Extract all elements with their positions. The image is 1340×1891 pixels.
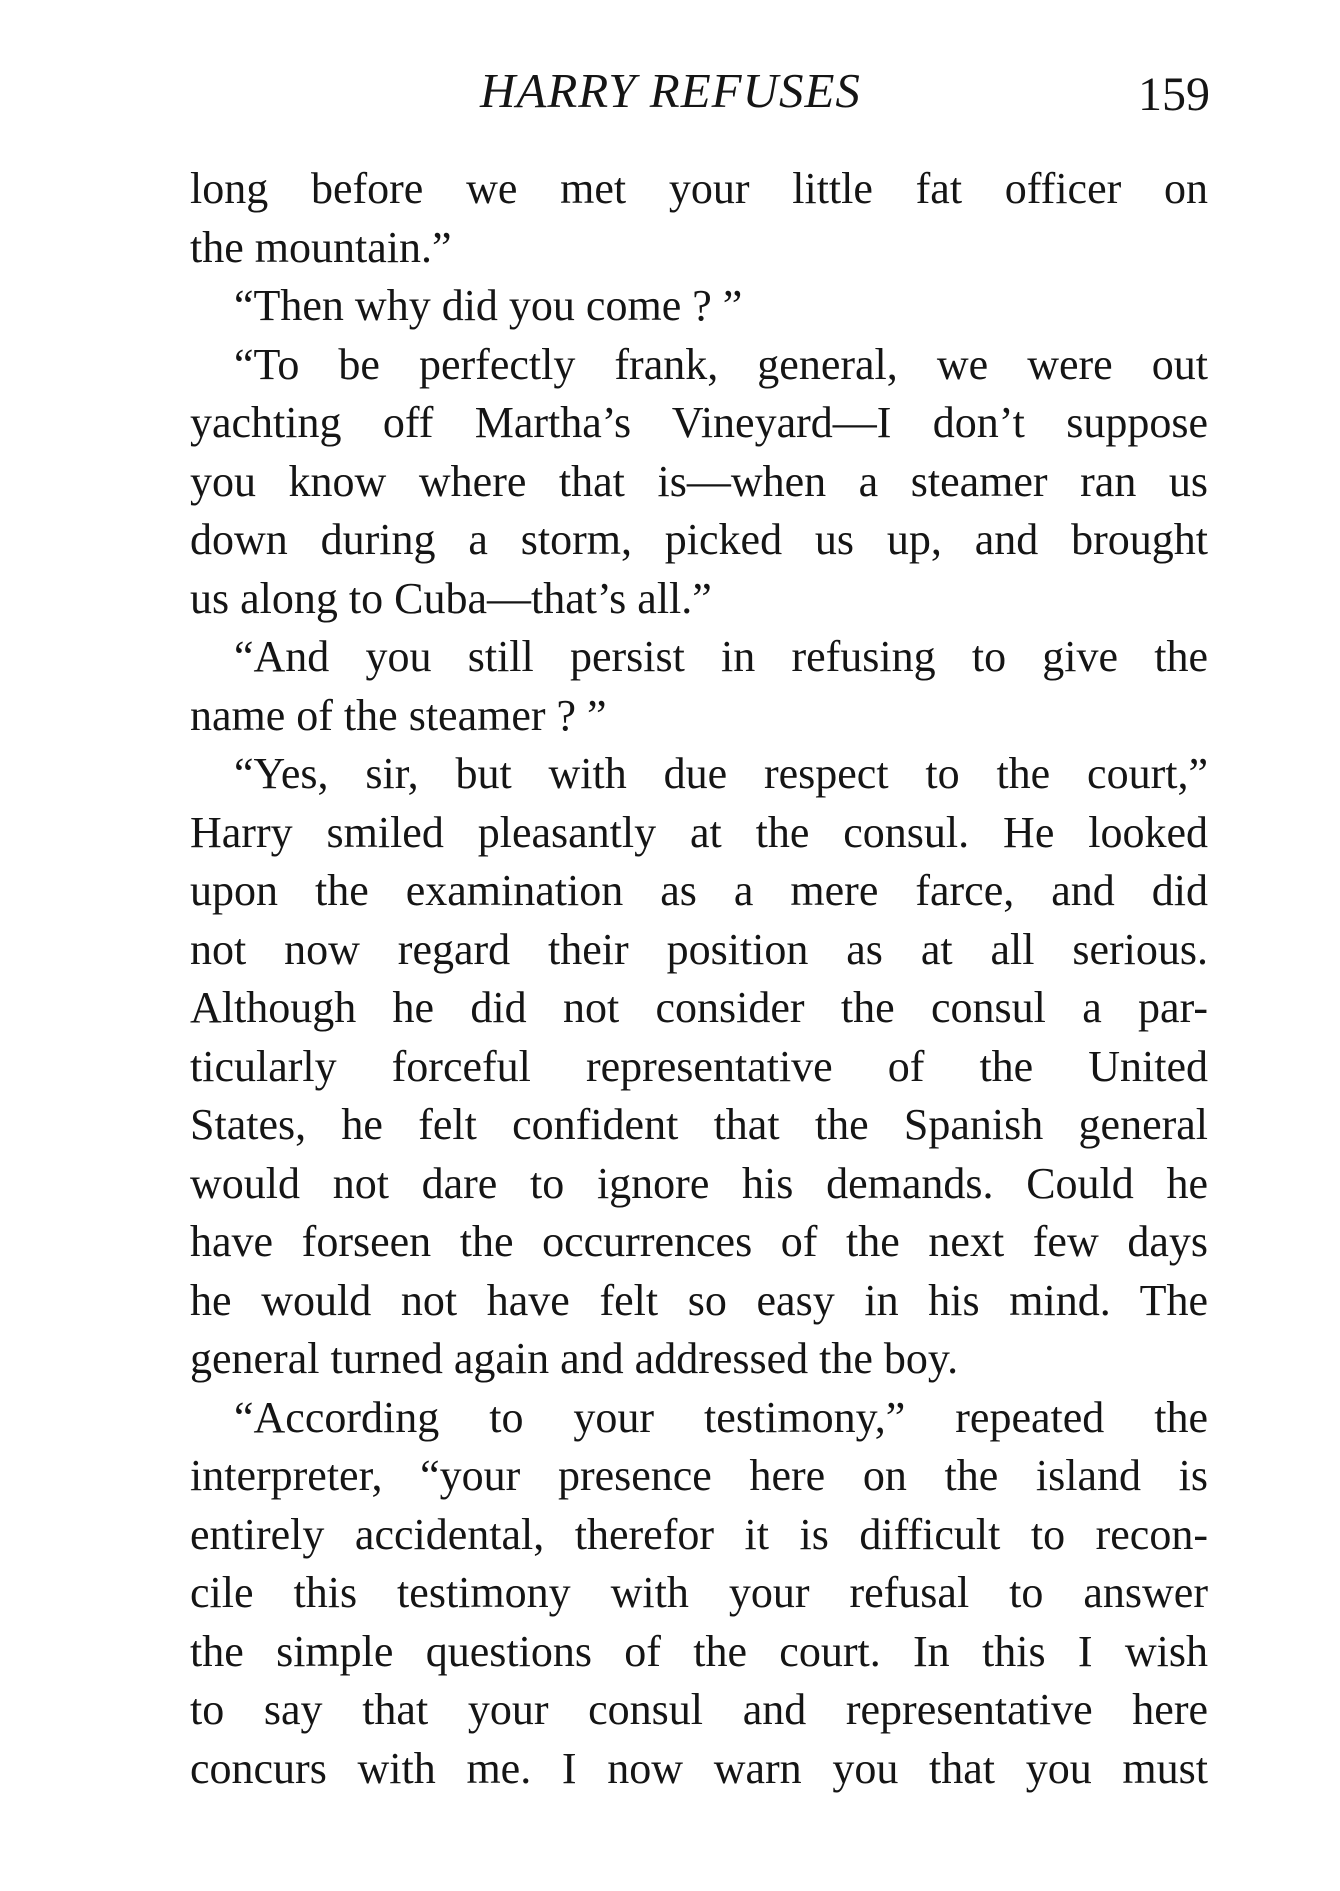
- text-line: “Then why did you come ? ”: [234, 281, 743, 330]
- text-line: Harry smiled pleasantly at the consul. He looked: [190, 807, 1208, 857]
- text-line: upon the examination as a mere farce, and did: [190, 866, 1208, 915]
- text-line: interpreter, “your presence here on the island is: [190, 1451, 1208, 1500]
- text-line: down during a storm, picked us up, and brought: [190, 515, 1208, 564]
- running-title: HARRY REFUSES: [480, 63, 861, 118]
- text-line: concurs with me. I now warn you that you must: [190, 1743, 1208, 1793]
- body-text: [190, 160, 1208, 1798]
- text-line: yachting off Martha’s Vineyard—I don’t suppose: [190, 398, 1208, 447]
- text-line: “Yes, sir, but with due respect to the court,”: [234, 749, 1208, 798]
- text-line: you know where that is—when a steamer ran us: [190, 456, 1208, 506]
- text-line: the mountain.”: [190, 222, 452, 272]
- text-line: us along to Cuba—that’s all.”: [190, 573, 712, 623]
- text-line: not now regard their position as at all serious.: [190, 924, 1208, 974]
- text-line: he would not have felt so easy in his mind. The: [190, 1275, 1208, 1325]
- text-line: cile this testimony with your refusal to answer: [190, 1568, 1208, 1617]
- text-line: name of the steamer ? ”: [190, 690, 607, 740]
- text-line: have forseen the occurrences of the next few days: [190, 1217, 1208, 1266]
- page-header: [190, 56, 1210, 126]
- text-line: ticularly forceful representative of the United: [190, 1041, 1208, 1091]
- text-line: long before we met your little fat officer on: [190, 164, 1208, 213]
- text-line: entirely accidental, therefor it is difficult to recon-: [190, 1509, 1208, 1559]
- text-line: Although he did not consider the consul a par-: [190, 983, 1208, 1032]
- text-line: “To be perfectly frank, general, we were out: [234, 339, 1208, 389]
- text-line: “And you still persist in refusing to give the: [234, 632, 1208, 681]
- text-line: States, he felt confident that the Spanish general: [190, 1100, 1208, 1149]
- text-line: general turned again and addressed the boy.: [190, 1334, 959, 1383]
- text-line: “According to your testimony,” repeated the: [234, 1392, 1208, 1442]
- page-number: 159: [1138, 68, 1210, 121]
- text-line: would not dare to ignore his demands. Could he: [190, 1158, 1208, 1208]
- text-line: to say that your consul and representative here: [190, 1685, 1208, 1734]
- text-line: the simple questions of the court. In this I wish: [190, 1626, 1208, 1676]
